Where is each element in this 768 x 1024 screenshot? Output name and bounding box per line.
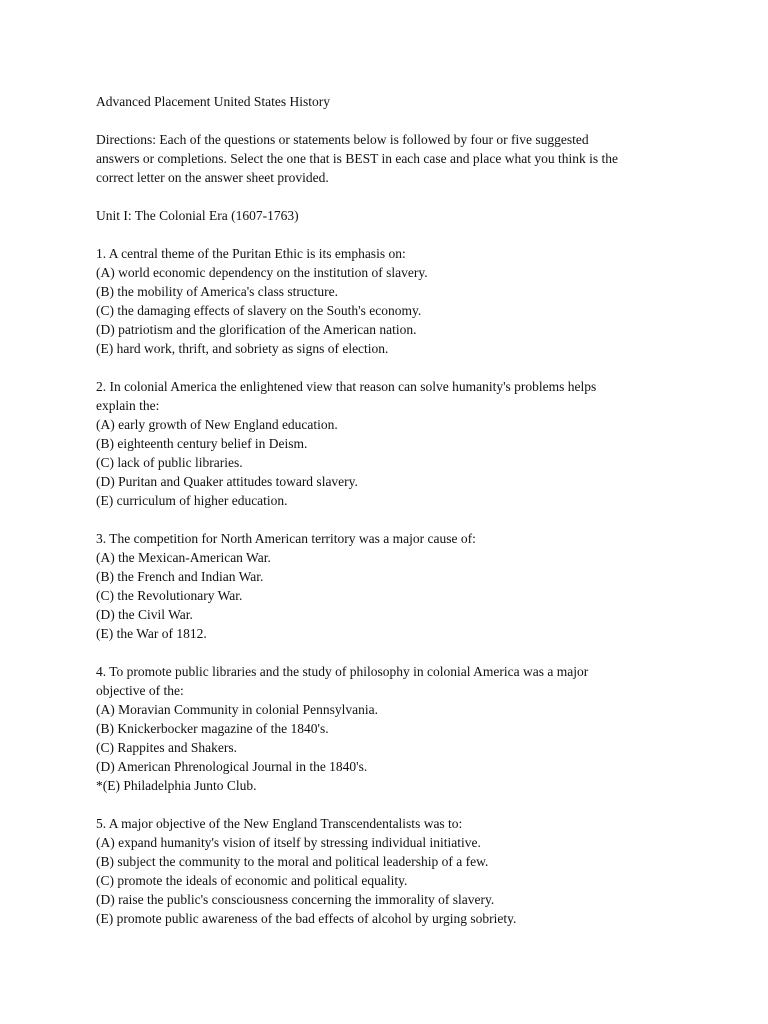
question-5	[96, 814, 686, 928]
answer-option: (C) the damaging effects of slavery on the South's economy.	[96, 303, 422, 318]
answer-option: (B) the mobility of America's class structure.	[96, 284, 338, 299]
answer-option: (B) eighteenth century belief in Deism.	[96, 436, 308, 451]
answer-option: (B) Knickerbocker magazine of the 1840's.	[96, 721, 329, 736]
question-4	[96, 662, 686, 795]
answer-option: (C) Rappites and Shakers.	[96, 740, 237, 755]
answer-option: (A) early growth of New England education.	[96, 417, 338, 432]
answer-option: (C) promote the ideals of economic and political equality.	[96, 873, 408, 888]
answer-option: (B) subject the community to the moral and political leadership of a few.	[96, 854, 489, 869]
unit-heading: Unit I: The Colonial Era (1607-1763)	[96, 208, 299, 223]
answer-option: (D) patriotism and the glorification of the American nation.	[96, 322, 417, 337]
question-stem: 1. A central theme of the Puritan Ethic is its emphasis on:	[96, 246, 406, 261]
question-3	[96, 529, 686, 643]
answer-option: (D) Puritan and Quaker attitudes toward slavery.	[96, 474, 358, 489]
question-1	[96, 244, 686, 358]
directions-line: Directions: Each of the questions or statements below is followed by four or five suggested	[96, 132, 589, 147]
document-page	[96, 92, 686, 947]
answer-option: *(E) Philadelphia Junto Club.	[96, 778, 257, 793]
answer-option: (D) American Phrenological Journal in the 1840's.	[96, 759, 368, 774]
answer-option: (A) Moravian Community in colonial Pennsylvania.	[96, 702, 378, 717]
answer-option: (A) the Mexican-American War.	[96, 550, 271, 565]
directions-line: correct letter on the answer sheet provided.	[96, 170, 329, 185]
directions	[96, 130, 686, 187]
answer-option: (C) the Revolutionary War.	[96, 588, 243, 603]
answer-option: (E) promote public awareness of the bad effects of alcohol by urging sobriety.	[96, 911, 517, 926]
answer-option: (E) curriculum of higher education.	[96, 493, 288, 508]
question-stem: 5. A major objective of the New England Transcendentalists was to:	[96, 816, 463, 831]
answer-option: (D) the Civil War.	[96, 607, 193, 622]
question-stem: 4. To promote public libraries and the study of philosophy in colonial America was a major	[96, 664, 589, 679]
answer-option: (E) the War of 1812.	[96, 626, 207, 641]
answer-option: (E) hard work, thrift, and sobriety as signs of election.	[96, 341, 389, 356]
answer-option: (C) lack of public libraries.	[96, 455, 243, 470]
document-title: Advanced Placement United States History	[96, 94, 330, 109]
question-stem: 3. The competition for North American territory was a major cause of:	[96, 531, 476, 546]
question-stem: objective of the:	[96, 683, 184, 698]
answer-option: (A) expand humanity's vision of itself by stressing individual initiative.	[96, 835, 481, 850]
directions-line: answers or completions. Select the one that is BEST in each case and place what you think is the	[96, 151, 618, 166]
answer-option: (B) the French and Indian War.	[96, 569, 264, 584]
answer-option: (A) world economic dependency on the institution of slavery.	[96, 265, 428, 280]
question-stem: explain the:	[96, 398, 160, 413]
answer-option: (D) raise the public's consciousness concerning the immorality of slavery.	[96, 892, 495, 907]
question-2	[96, 377, 686, 510]
question-stem: 2. In colonial America the enlightened view that reason can solve humanity's problems helps	[96, 379, 597, 394]
